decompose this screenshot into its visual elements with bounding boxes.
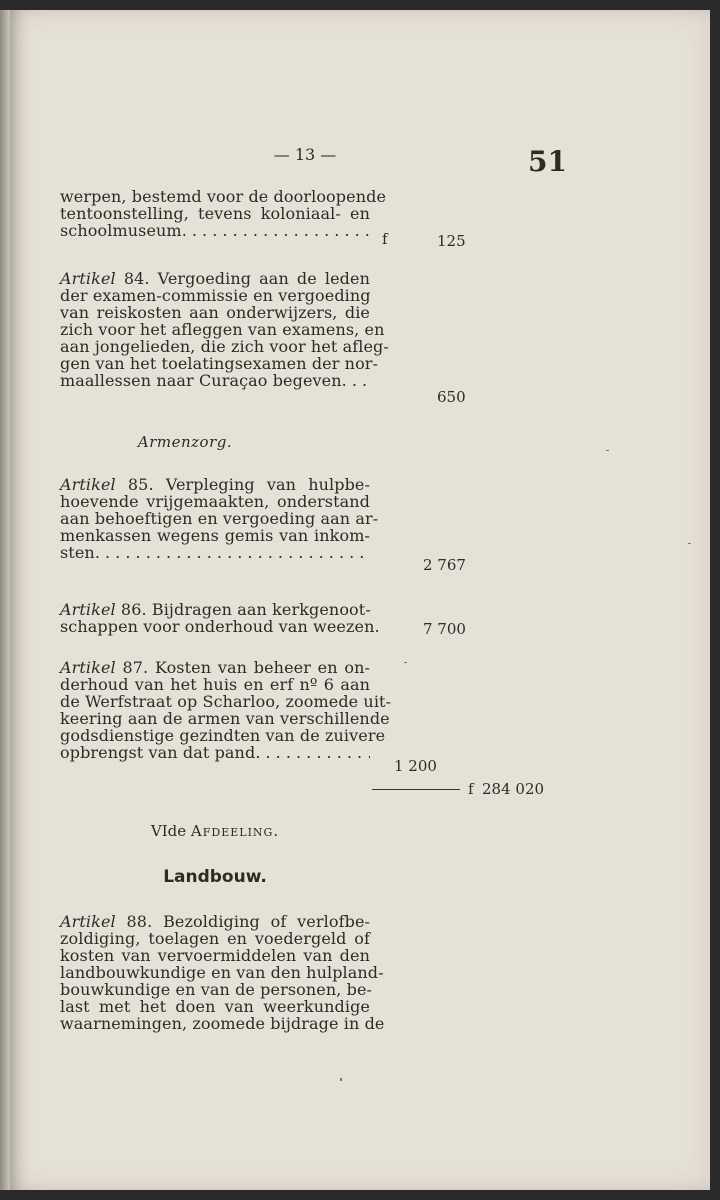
article-number: 84. xyxy=(123,269,150,288)
amount-85: 2 767 xyxy=(423,556,466,574)
text-line-with-leader xyxy=(60,222,370,239)
text-line: aan behoeftigen en vergoeding aan ar- xyxy=(60,509,379,528)
article-first-line xyxy=(60,659,370,676)
text-line-with-leader xyxy=(60,744,370,761)
article-label: Artikel xyxy=(60,658,116,677)
article-first-line xyxy=(60,270,370,287)
article-text: Bijdragen aan kerkgenoot- xyxy=(151,600,371,619)
article-number: 88. xyxy=(126,912,153,931)
dot-leader xyxy=(182,222,370,239)
article-number: 85. xyxy=(127,475,154,494)
total-currency-symbol: f xyxy=(468,780,474,798)
text-line: bouwkundige en van de personen, be- xyxy=(60,980,373,999)
article-text: Kosten van beheer en on- xyxy=(154,658,371,677)
article-label: Artikel xyxy=(60,475,116,494)
dot-leader xyxy=(95,544,370,561)
currency-symbol: f xyxy=(382,230,388,248)
text-line: hoevende vrijgemaakten, onderstand xyxy=(60,492,370,511)
article-88-paragraph xyxy=(60,912,385,1033)
section-heading-afdeeling xyxy=(60,822,370,840)
amount-87: 1 200 xyxy=(394,757,437,775)
article-text: Bezoldiging of verlofbe- xyxy=(163,912,371,931)
text-line: zoldiging, toelagen en voedergeld of xyxy=(60,929,370,948)
article-text: Vergoeding aan de leden xyxy=(157,269,370,288)
continuation-paragraph xyxy=(60,187,387,240)
sum-rule xyxy=(372,789,460,790)
text-line: godsdienstige gezindten van de zuivere xyxy=(60,726,386,745)
text-line: aan jongelieden, die zich voor het afleg- xyxy=(60,337,389,356)
article-first-line xyxy=(60,476,370,493)
article-85-paragraph xyxy=(60,475,379,562)
section-ordinal: VIde xyxy=(150,822,187,840)
article-number: 87. xyxy=(122,658,149,677)
paper-speck xyxy=(404,662,407,663)
leader-label: schoolmuseum xyxy=(60,221,182,240)
total-amount: 284 020 xyxy=(482,780,545,798)
article-86-paragraph xyxy=(60,600,380,636)
text-line: derhoud van het huis en erf nº 6 aan xyxy=(60,675,370,694)
section-word: Afdeeling. xyxy=(190,822,280,840)
text-line: kosten van vervoermiddelen van den xyxy=(60,946,370,965)
section-heading-armenzorg: Armenzorg. xyxy=(137,433,233,451)
article-label: Artikel xyxy=(60,600,116,619)
leader-label: opbrengst van dat pand xyxy=(60,743,256,762)
amount-84: 650 xyxy=(437,388,466,406)
paper-speck xyxy=(340,1078,342,1081)
leader-label: maallessen naar Curaçao begeven xyxy=(60,371,342,390)
text-line: zich voor het afleggen van examens, en xyxy=(60,320,385,339)
article-87-paragraph xyxy=(60,658,392,762)
article-label: Artikel xyxy=(60,269,116,288)
article-number: 86. xyxy=(120,600,147,619)
stamped-page-number: 51 xyxy=(528,145,567,178)
text-line: keering aan de armen van verschillende xyxy=(60,709,390,728)
article-label: Artikel xyxy=(60,912,116,931)
page-number-label: — 13 — xyxy=(273,145,337,164)
text-line: der examen-commissie en vergoeding xyxy=(60,286,371,305)
text-line: de Werfstraat op Scharloo, zoomede uit- xyxy=(60,692,392,711)
section-heading-landbouw: Landbouw. xyxy=(163,867,267,887)
text-line-with-leader xyxy=(60,544,370,561)
amount-museum: 125 xyxy=(437,232,466,250)
article-first-line xyxy=(60,601,370,618)
paper-speck xyxy=(688,543,691,544)
text-line: tentoonstelling, tevens koloniaal- en xyxy=(60,204,370,223)
leader-label: sten xyxy=(60,543,95,562)
article-84-paragraph xyxy=(60,269,389,390)
text-line: van reiskosten aan onderwijzers, die xyxy=(60,303,370,322)
text-line-with-leader xyxy=(60,372,370,389)
text-line: waarnemingen, zoomede bijdrage in de xyxy=(60,1014,385,1033)
article-first-line xyxy=(60,913,370,930)
text-line: gen van het toelatingsexamen der nor- xyxy=(60,354,379,373)
text-line: last met het doen van weerkundige xyxy=(60,997,370,1016)
dot-leader xyxy=(255,744,370,761)
text-line: landbouwkundige en van den hulpland- xyxy=(60,963,384,982)
book-binding-edge xyxy=(0,10,10,1190)
article-text: Verpleging van hulpbe- xyxy=(165,475,371,494)
amount-86: 7 700 xyxy=(423,620,466,638)
text-line: schappen voor onderhoud van weezen. xyxy=(60,617,380,636)
text-line: menkassen wegens gemis van inkom- xyxy=(60,526,370,545)
text-line: werpen, bestemd voor de doorloopende xyxy=(60,187,387,206)
paper-speck xyxy=(606,450,609,451)
dot-leader xyxy=(342,372,370,389)
